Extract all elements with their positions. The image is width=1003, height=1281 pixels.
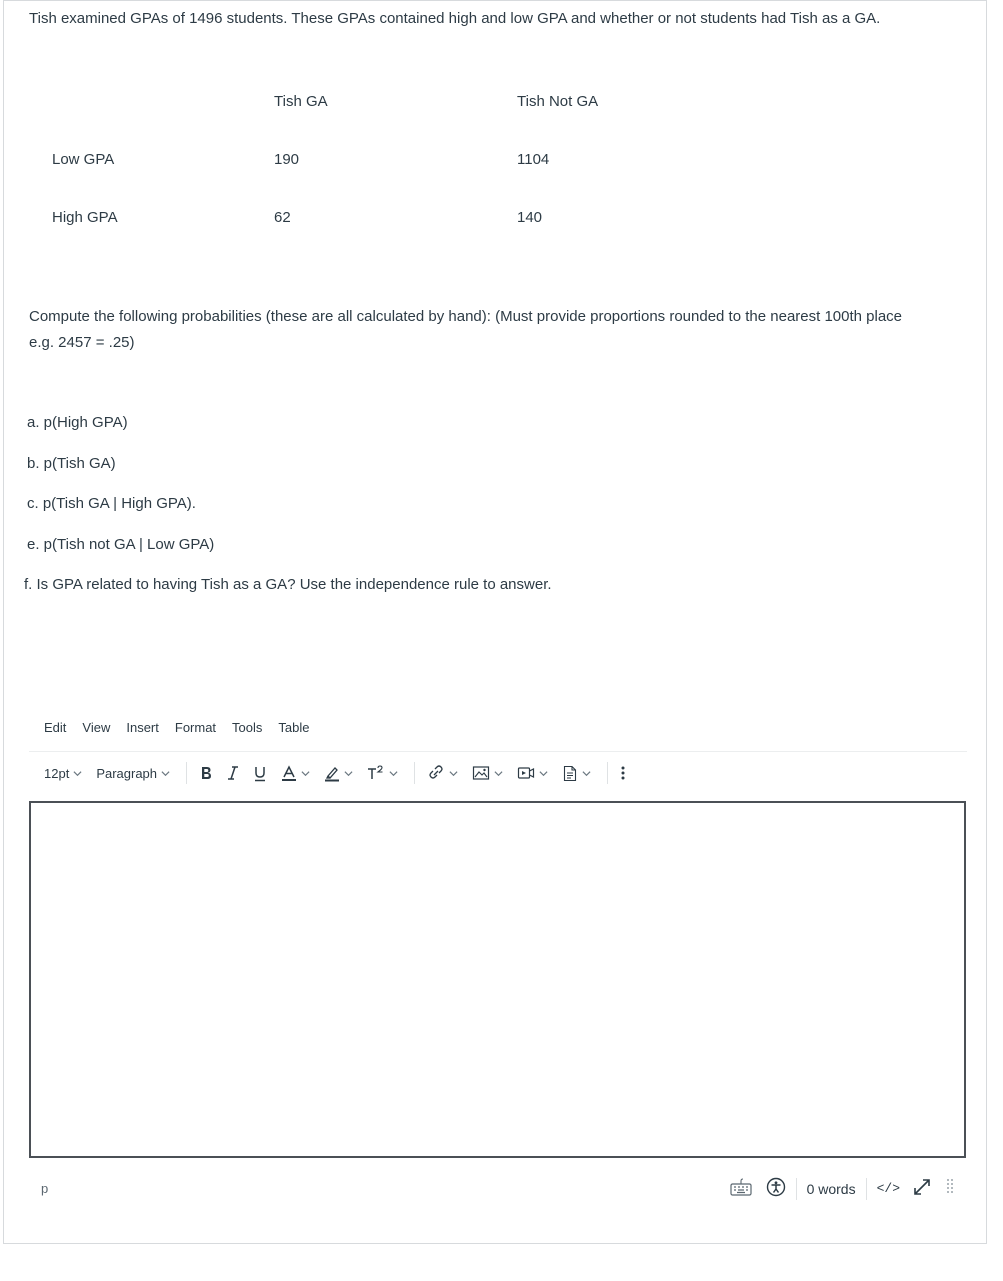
- italic-button[interactable]: [227, 765, 239, 781]
- table-cell-low-tish-ga: 190: [274, 151, 300, 168]
- link-icon: [427, 765, 445, 781]
- html-editor-toggle[interactable]: </>: [876, 1181, 900, 1196]
- document-icon: [562, 765, 578, 782]
- table-cell-high-tish-not-ga: 140: [517, 209, 543, 226]
- fullscreen-button[interactable]: [912, 1177, 932, 1200]
- document-button[interactable]: [562, 765, 591, 782]
- question-b: b. p(Tish GA): [27, 455, 116, 472]
- superscript-icon: [367, 765, 385, 781]
- image-button[interactable]: [472, 765, 503, 781]
- drag-handle-icon: [946, 1178, 956, 1196]
- media-icon: [517, 765, 535, 781]
- link-button[interactable]: [427, 765, 458, 781]
- chevron-down-icon: [344, 769, 353, 778]
- text-color-icon: [281, 765, 297, 782]
- table-cell-high-tish-ga: 62: [274, 209, 291, 226]
- toolbar-separator: [414, 762, 415, 784]
- menu-tools[interactable]: Tools: [232, 720, 263, 735]
- keyboard-shortcuts-button[interactable]: [730, 1178, 752, 1199]
- expand-icon: [912, 1177, 932, 1197]
- chevron-down-icon: [582, 769, 591, 778]
- menu-view[interactable]: View: [82, 720, 111, 735]
- block-format-select[interactable]: [96, 766, 170, 781]
- element-path[interactable]: p: [41, 1181, 49, 1196]
- editor-menubar: [44, 720, 309, 735]
- bold-button[interactable]: [199, 765, 213, 781]
- highlighter-icon: [324, 765, 340, 782]
- text-color-button[interactable]: [281, 765, 310, 782]
- menu-insert[interactable]: Insert: [126, 720, 159, 735]
- keyboard-icon: [730, 1178, 752, 1196]
- more-vertical-icon: [620, 765, 626, 781]
- image-icon: [472, 765, 490, 781]
- menu-edit[interactable]: Edit: [44, 720, 67, 735]
- font-size-value: 12pt: [44, 765, 70, 781]
- table-row-label-low-gpa: Low GPA: [52, 151, 115, 168]
- status-separator: [866, 1178, 867, 1200]
- highlight-color-button[interactable]: [324, 765, 353, 782]
- menu-table[interactable]: Table: [278, 720, 310, 735]
- editor-statusbar: [730, 1177, 956, 1200]
- bold-icon: [199, 765, 213, 781]
- chevron-down-icon: [301, 769, 310, 778]
- question-c: c. p(Tish GA | High GPA).: [27, 495, 196, 512]
- italic-icon: [227, 765, 239, 781]
- accessibility-checker-button[interactable]: [766, 1177, 786, 1200]
- underline-icon: [253, 765, 267, 782]
- chevron-down-icon: [494, 769, 503, 778]
- accessibility-icon: [766, 1177, 786, 1197]
- table-row-label-high-gpa: High GPA: [52, 209, 118, 226]
- question-intro: Tish examined GPAs of 1496 students. These GPAs contained high and low GPA and whether or not students had Tish as a GA.: [29, 10, 881, 27]
- table-header-tish-not-ga: Tish Not GA: [517, 93, 599, 110]
- more-options-button[interactable]: [620, 765, 626, 781]
- chevron-down-icon: [73, 769, 82, 778]
- table-header-tish-ga: Tish GA: [274, 93, 328, 110]
- question-card: [3, 0, 987, 1244]
- status-separator: [796, 1178, 797, 1200]
- menubar-divider: [29, 751, 967, 752]
- editor-toolbar: [44, 759, 640, 787]
- resize-handle[interactable]: [946, 1178, 956, 1199]
- font-size-select[interactable]: [44, 766, 82, 781]
- question-f: f. Is GPA related to having Tish as a GA? Use the independence rule to answer.: [24, 576, 552, 593]
- instructions: Compute the following probabilities (these are all calculated by hand): (Must provide proportions rounded to the nearest 100th place e.g. 2457 = .25): [29, 308, 903, 351]
- menu-format[interactable]: Format: [174, 720, 217, 735]
- media-button[interactable]: [517, 765, 548, 781]
- chevron-down-icon: [161, 769, 170, 778]
- toolbar-separator: [186, 762, 187, 784]
- chevron-down-icon: [389, 769, 398, 778]
- table-cell-low-tish-not-ga: 1104: [517, 151, 550, 168]
- word-count[interactable]: 0 words: [806, 1180, 856, 1197]
- chevron-down-icon: [449, 769, 458, 778]
- answer-editor-area[interactable]: [29, 801, 966, 1158]
- question-e: e. p(Tish not GA | Low GPA): [27, 536, 215, 553]
- block-format-value: Paragraph: [96, 765, 158, 781]
- superscript-button[interactable]: [367, 765, 398, 781]
- question-a: a. p(High GPA): [27, 414, 128, 431]
- chevron-down-icon: [539, 769, 548, 778]
- toolbar-separator: [607, 762, 608, 784]
- underline-button[interactable]: [253, 765, 267, 782]
